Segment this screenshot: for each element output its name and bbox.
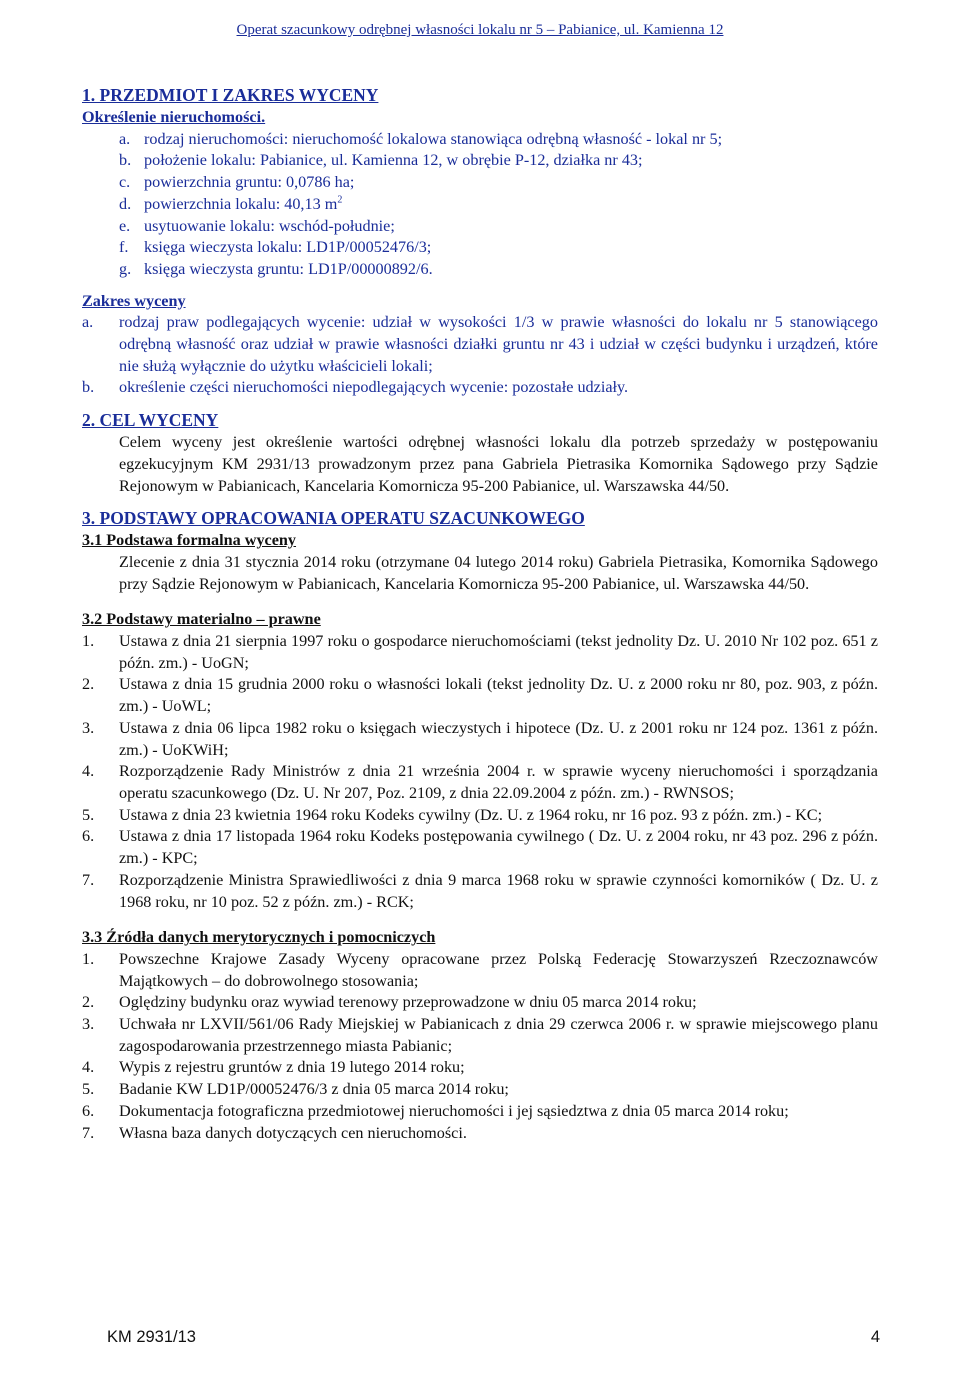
document-body	[82, 84, 878, 1144]
list-item: 7. Własna baza danych dotyczących cen nieruchomości.	[82, 1123, 467, 1142]
subsection-property-heading: Określenie nieruchomości.	[82, 108, 266, 126]
sources-list	[82, 949, 878, 1144]
subsection-3-3-heading: 3.3 Źródła danych merytorycznych i pomocniczych	[82, 928, 436, 947]
section-2-heading: 2. CEL WYCENY	[82, 410, 219, 431]
list-item: 2. Oględziny budynku oraz wywiad terenowy przeprowadzone w dniu 05 marca 2014 roku;	[82, 993, 697, 1012]
list-item: 6. Ustawa z dnia 17 listopada 1964 roku Kodeks postępowania cywilnego ( Dz. U. z 2004 roku, nr 43 poz. 296 z późn. zm.) - KPC;	[82, 827, 878, 868]
list-item: b. położenie lokalu: Pabianice, ul. Kamienna 12, w obrębie P-12, działka nr 43;	[119, 151, 643, 170]
section-3-heading: 3. PODSTAWY OPRACOWANIA OPERATU SZACUNKOWEGO	[82, 508, 585, 529]
list-item: b. określenie części nieruchomości niepodlegających wycenie: pozostałe udziały.	[82, 378, 629, 397]
list-item: c. powierzchnia gruntu: 0,0786 ha;	[119, 173, 355, 192]
section-2-body: Celem wyceny jest określenie wartości odrębnej własności lokalu dla potrzeb sprzedaży w postępowaniu egzekucyjnym KM 2931/13 prowadzonym przez pana Gabriela Pietrasika Komornika Sądowego przy Sądzie Rejonowym w Pabianicach, Kancelaria Komornicza 95-200 Pabianice, ul. Warszawska 44/50.	[119, 433, 878, 495]
list-item: 6. Dokumentacja fotograficzna przedmiotowej nieruchomości i jej sąsiedztwa z dnia 05 marca 2014 roku;	[82, 1101, 789, 1120]
subsection-3-1-body: Zlecenie z dnia 31 stycznia 2014 roku (otrzymane 04 lutego 2014 roku) Gabriela Pietrasika, Komornika Sądowego przy Sądzie Rejonowym w Pabianicach, Kancelaria Komornicza 95-200 Pabianice, ul. Warszawska 44/50.	[119, 552, 878, 593]
section-1-heading: 1. PRZEDMIOT I ZAKRES WYCENY	[82, 85, 379, 105]
subsection-3-2-heading: 3.2 Podstawy materialno – prawne	[82, 610, 321, 629]
list-item: 1. Powszechne Krajowe Zasady Wyceny opracowane przez Polską Federację Stowarzyszeń Rzeczoznawców Majątkowych – do dobrowolnego stosowania;	[82, 949, 878, 990]
subsection-scope-heading: Zakres wyceny	[82, 291, 186, 310]
list-item: d. powierzchnia lokalu: 40,13 $m^2$	[119, 194, 343, 213]
subsection-3-1-heading: 3.1 Podstawa formalna wyceny	[82, 531, 297, 550]
page-number: 4	[870, 1328, 880, 1346]
list-item: 5. Badanie KW LD1P/00052476/3 z dnia 05 marca 2014 roku;	[82, 1080, 509, 1099]
list-item: f. księga wieczysta lokalu: LD1P/00052476/3;	[119, 238, 432, 257]
list-item: e. usytuowanie lokalu: wschód-południe;	[119, 216, 395, 235]
list-item: 3. Ustawa z dnia 06 lipca 1982 roku o księgach wieczystych i hipotece (Dz. U. z 2001 roku nr 124 poz. 1361 z późn. zm.) - UoKWiH;	[82, 718, 878, 759]
list-item: 4. Rozporządzenie Rady Ministrów z dnia 21 września 2004 r. w sprawie wyceny nieruchomości i sporządzania operatu szacunkowego (Dz. U. Nr 207, Poz. 2109, z dnia 22.09.2004 z późn. zm.) - RWNSOS;	[82, 762, 878, 802]
list-item: a. rodzaj nieruchomości: nieruchomość lokalowa stanowiąca odrębną własność - lokal nr 5;	[119, 129, 723, 148]
list-item: a. rodzaj praw podlegających wycenie: udział w wysokości 1/3 w prawie własności do lokalu nr 5 stanowiącego odrębną własność oraz udział w prawie własności działki gruntu nr 43 i udział w części budynku i urządzeń, które nie służą wyłącznie do użytku właścicieli lokali;	[82, 313, 878, 375]
scope-list	[82, 312, 878, 399]
legal-basis-list	[82, 631, 878, 913]
case-number: KM 2931/13	[107, 1328, 196, 1346]
list-item: 2. Ustawa z dnia 15 grudnia 2000 roku o własności lokali (tekst jednolity Dz. U. z 2000 roku nr 80, poz. 903, z późn. zm.) - UoWL;	[82, 675, 878, 716]
list-item: g. księga wieczysta gruntu: LD1P/00000892/6.	[119, 259, 433, 278]
list-item: 4. Wypis z rejestru gruntów z dnia 19 lutego 2014 roku;	[82, 1058, 465, 1077]
running-header: Operat szacunkowy odrębnej własności lokalu nr 5 – Pabianice, ul. Kamienna 12	[236, 22, 724, 38]
list-item: 1. Ustawa z dnia 21 sierpnia 1997 roku o gospodarce nieruchomościami (tekst jednolity Dz. U. 2010 Nr 102 poz. 651 z późn. zm.) - UoGN;	[82, 632, 878, 672]
property-details-list	[82, 129, 878, 281]
list-item: 5. Ustawa z dnia 23 kwietnia 1964 roku Kodeks cywilny (Dz. U. z 1964 roku, nr 16 poz. 93 z późn. zm.) - KC;	[82, 805, 823, 824]
list-item: 3. Uchwała nr LXVII/561/06 Rady Miejskiej w Pabianicach z dnia 29 czerwca 2006 r. w sprawie miejscowego planu zagospodarowania przestrzennego miasta Pabianic;	[82, 1015, 878, 1055]
list-item: 7. Rozporządzenie Ministra Sprawiedliwości z dnia 9 marca 1968 roku w sprawie czynności komorników ( Dz. U. z 1968 roku, nr 10 poz. 52 z późn. zm.) - RCK;	[82, 870, 878, 911]
